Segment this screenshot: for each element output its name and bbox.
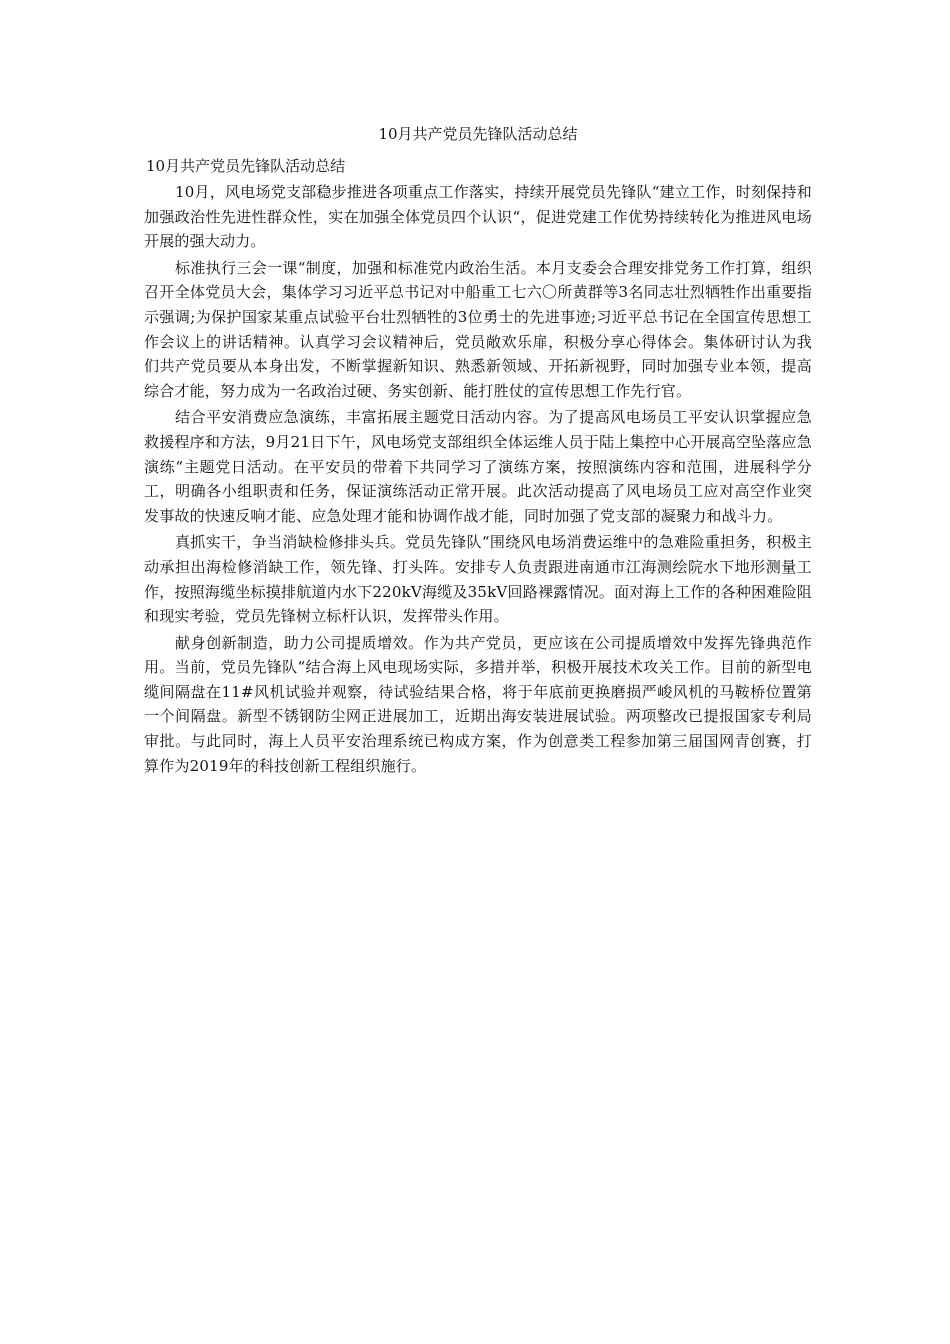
- paragraph-innovation: 献身创新制造，助力公司提质增效。作为共产党员，更应该在公司提质增效中发挥先锋典范作用。当前，党员先锋队“结合海上风电现场实际，多措并举，积极开展技术攻关工作。目前的新型电缆间隔盘在11#风机试验并观察，待试验结果合格，将于年底前更换磨损严峻风机的马鞍桥位置第一个间隔盘。新型不锈钢防尘网正进展加工，近期出海安装进展试验。两项整改已提报国家专利局审批。与此同时，海上人员平安治理系统已构成方案，作为创意类工程参加第三届国网青创赛，打算作为2019年的科技创新工程组织施行。: [144, 633, 812, 775]
- paragraph-drill: 结合平安消费应急演练，丰富拓展主题党日活动内容。为了提高风电场员工平安认识掌握应急救援程序和方法，9月21日下午，风电场党支部组织全体运维人员于陆上集控中心开展高空坠落应急演练“主题党日活动。在平安员的带着下共同学习了演练方案，按照演练内容和范围，进展科学分工，明确各小组职责和任务，保证演练活动正常开展。此次活动提高了风电场员工应对高空作业突发事故的快速反响才能、应急处理才能和协调作战才能，同时加强了党支部的凝聚力和战斗力。: [144, 408, 812, 525]
- paragraph-overview: 10月，风电场党支部稳步推进各项重点工作落实，持续开展党员先锋队“建立工作，时刻保持和加强政治性先进性群众性，实在加强全体党员四个认识“，促进党建工作优势持续转化为推进风电场开展的强大动力。: [144, 183, 812, 251]
- document-subtitle: 10月共产党员先锋队活动总结: [146, 157, 346, 175]
- paragraph-maintenance: 真抓实干，争当消缺检修排头兵。党员先锋队“围绕风电场消费运维中的急难险重担务，积极主动承担出海检修消缺工作，领先锋、打头阵。安排专人负责跟进南通市江海测绘院水下地形测量工作，按照海缆坐标摸排航道内水下220kV海缆及35kV回路裸露情况。面对海上工作的各种困难险阻和现实考验，党员先锋树立标杆认识，发挥带头作用。: [144, 533, 812, 626]
- document-body: [144, 122, 812, 780]
- document-title: 10月共产党员先锋队活动总结: [378, 125, 578, 143]
- paragraph-meetings: 标准执行三会一课“制度，加强和标准党内政治生活。本月支委会合理安排党务工作打算，组织召开全体党员大会，集体学习习近平总书记对中船重工七六〇所黄群等3名同志壮烈牺牲作出重要指示强调;为保护国家某重点试验平台壮烈牺牲的3位勇士的先进事迹;习近平总书记在全国宣传思想工作会议上的讲话精神。认真学习会议精神后，党员敞欢乐扉，积极分享心得体会。集体研讨认为我们共产党员要从本身出发，不断掌握新知识、熟悉新领域、开拓新视野，同时加强专业本领，提高综合才能，努力成为一名政治过硬、务实创新、能打胜仗的宣传思想工作先行官。: [144, 258, 812, 400]
